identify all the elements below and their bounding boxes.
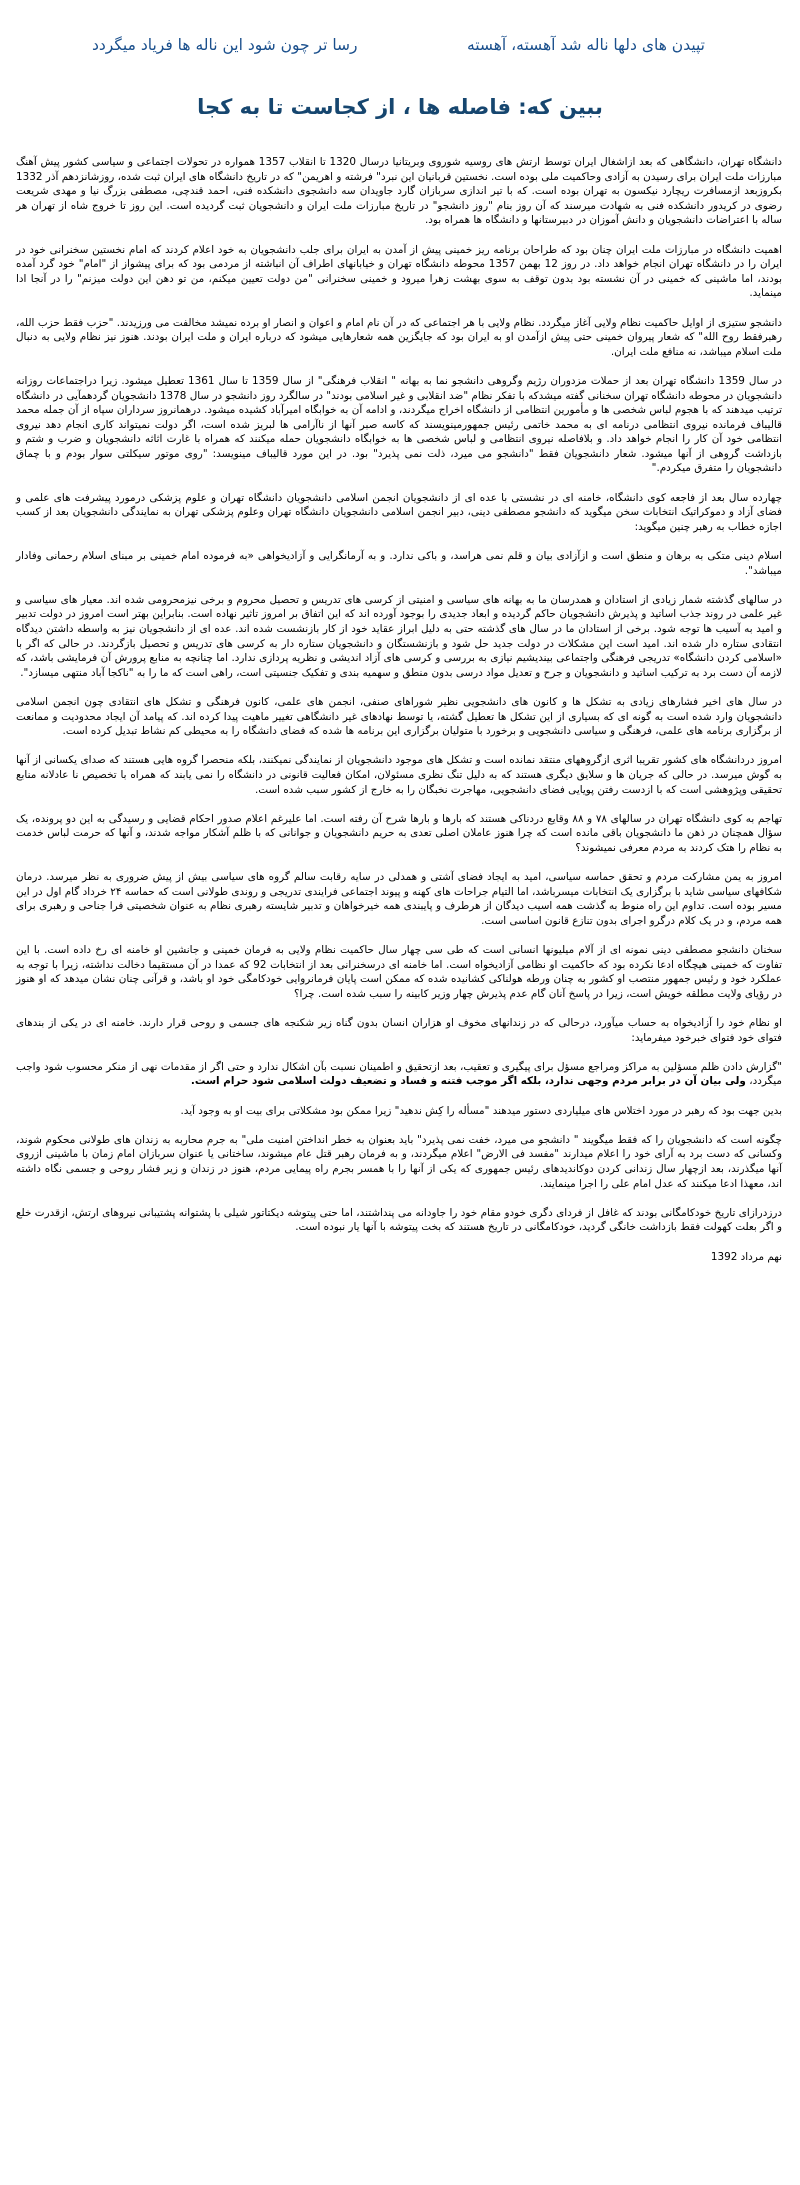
poem-hemistich-second: رسا تر چون شود این ناله ها فریاد میگردد	[92, 36, 358, 54]
fatwa-quote-emphasis: ولی بیان آن در برابر مردم وجهی ندارد، بلکه اگر موجب فتنه و فساد و تضعیف دولت اسلامی شود حرام است.	[190, 1075, 746, 1088]
paragraph: در سال های اخیر فشارهای زیادی به تشکل ها و کانون های دانشجویی نظیر شوراهای صنفی، انجمن های علمی، کانون فرهنگی و تشکل های انتقادی چون انجمن اسلامی دانشجویان وارد شده است به گونه ای که بسیاری از این تشکل ها تعطیل گشته، یا توسط نهادهای غیر دانشگاهی تغییر ماهیت پیدا کرده اند. که پیامد آن ایجاد محدودیت و ممانعت از برگزاری برنامه های علمی، فرهنگی و سیاسی دانشجویی و برخورد با متولیان برگزاری این برنامه ها شده که فضای دانشگاه را به محیطی کم نشاط تبدیل کرده است.	[16, 695, 782, 738]
paragraph: در سال 1359 دانشگاه تهران بعد از حملات مزدوران رژیم وگروهی دانشجو نما به بهانه " انقلاب فرهنگی" از سال 1359 تا سال 1361 تعطیل میشود. زیرا دراجتماعات روزانه دانشجویان در محوطه دانشگاه تهران سخنانی گفته میشدکه با تفکر نظام "ضد انقلابی و غیر اسلامی بودند" در سالگرد روز دانشجو در سال 1378 دانشجویان گردهمآیی در دانشگاه ترتیب میدهند که با هجوم لباس شخصی ها و مأمورین انتظامی از دانشگاه اخراج میگردند، و ادامه آن به خوابگاه امیرآباد کشیده میشود. درهمانروز سرداران سپاه از آن جمله محمد قالیباف فرمانده نیروی انتظامی درنامه ای به محمد خاتمی رئیس جمهورمینویسند که کاسه صبر آنها از ناآرامی ها لبریز شده است، اگر دولت نمیتواند کاری انجام دهد نیروی انتظامی خود آن کار را انجام خواهد داد. و بلافاصله نیروی انتظامی و لباس شخصی ها به خوابگاه دانشجویان حمله میکنند که همراه با غارت اثاثه دانشجویان و ضرب و شتم و بازداشت گروهی از آنها میشود. شعار دانشجویان فقط "دانشجو می میرد، ذلت نمی پذیرد" بود. در این مورد قالیباف مینویسد: "روی موتور سیکلتی سوار بودم و با چماق دانشجویان را متفرق میکردم."	[16, 374, 782, 475]
poem-couplet	[0, 36, 800, 68]
paragraph: چهارده سال بعد از فاجعه کوی دانشگاه، خامنه ای در نشستی با عده ای از دانشجویان انجمن اسلامی دانشجویان دانشگاه تهران و علوم پزشکی درمورد پیشرفت های علمی و فضای آزاد و دموکراتیک انتخابات سخن میگوید که دانشجو مصطفی دینی، دبیر انجمن اسلامی دانشجویان دانشگاه تهران وعلوم پزشکی تهران به نمایندگی دانشجویان بعد از کسب اجازه خطاب به رهبر چنین میگوید:	[16, 491, 782, 533]
paragraph: امروز به یمن مشارکت مردم و تحقق حماسه سیاسی، امید به ایجاد فضای آشتی و همدلی در سایه رقابت سالم گروه های سیاسی بیش از پیش ضروری به نظر میرسد. درمان شکافهای سیاسی شاید با برگزاری یک انتخابات میسرباشد، اما التیام جراحات های کهنه و پیوند اجتماعی فرایندی تدریجی و روندی طولانی است که حماسه ۲۴ خرداد گام اول در این مسیر بوده است. تداوم این راه منوط به گذشت همه اسیب دیدگان از هرطرف و پایبندی همه خیرخواهان و تدبیر شایسته رهبری نظام به عنوان شخصیتی فرا جناحی و رهبری برای همه مردم، و در یک کلام درگرو اجرای بدون تنازع قانون اساسی است.	[16, 871, 782, 927]
paragraph: تهاجم به کوی دانشگاه تهران در سالهای ۷۸ و ۸۸ وقایع دردناکی هستند که بارها و بارها شرح آن رفته است. اما علیرغم اعلام صدور احکام قضایی و رسیدگی به این دو پرونده، یک سؤال همچنان در ذهن ما دانشجویان باقی مانده است که چرا هنوز عاملان اصلی تعدی به حریم دانشجویان و جوانانی که با ظلم آشکار مواجه شدند، و آنها که حرمت لباس خدمت به نظام را هتک کردند به مردم معرفی نمیشوند؟	[16, 812, 783, 854]
fatwa-quote-text: "گزارش دادن ظلم مسؤلین به مراکز ومراجع مسؤل برای پیگیری و تعقیب، بعد ازتحقیق و اطمینان نسبت بآن اشکال ندارد و حتی اگر از مقدمات نهی از منکر محسوب شود واجب میگردد،	[16, 1060, 782, 1088]
paragraph: بدین جهت بود که رهبر در مورد اختلاس های میلیاردی دستور میدهند "مسأله را کِش ندهید" زیرا ممکن بود مشکلاتی برای بیت او به وجود آید.	[180, 1104, 782, 1117]
paragraph: سخنان دانشجو مصطفی دینی نمونه ای از آلام میلیونها انسانی است که طی سی چهار سال حاکمیت نظام ولایی به فرمان خمینی و جانشین او خامنه ای رخ داده است. با این تفاوت که خمینی هیچگاه ادعا نکرده بود که حاکمیت او نظامی آزادیخواه است. اما خامنه ای درسخنرانی بعد از انتخابات 92 که عمدا در آن مستقیما دخالت نداشته، زیرا با توجه به عملکرد خود و رئیس جمهور منتصب او کشور به چنان ورطه هولناکی کشانیده شده که ممکن است پایان فرمانروایی خودکامگی خود او باشد، و قرآنی چنان نشان میدهد که او هنوز در رؤیای ولایت مطلقه خویش است، زیرا در پاسخ آنان گام عدم پذیرش چهار وزیر کابینه را سبب شده است. چرا؟	[16, 944, 783, 1000]
paragraph: امروز دردانشگاه های کشور تقریبا اثری ازگروههای منتقد نمانده است و تشکل های موجود دانشجویان از نمایندگی نمیکنند، بلکه منحصرا گروه هایی هستند که صدای یکسانی از آنها به گوش میرسد. در حالی که جریان ها و سلایق دیگری هستند که به دلیل تنگ نظری مسئولان، امکان فعالیت قانونی در دانشگاه را نمی یابند که همراه با تخصیص نا عادلانه منابع تحقیقی وپژوهشی است که با ازدست رفتن پویایی فضای دانشجویی، مهاجرت نخبگان را به خارج از کشور سبب شده است.	[16, 754, 782, 796]
article-body	[16, 155, 782, 1279]
paragraph: اهمیت دانشگاه در مبارزات ملت ایران چنان بود که طراحان برنامه ریز خمینی پیش از آمدن به ایران برای جلب دانشجویان به خود اعلام کردند که امام نخستین سخنرانی خود در ایران را در دانشگاه تهران انجام خواهد داد. در روز 12 بهمن 1357 محوطه دانشگاه تهران و خیابانهای اطراف آن انباشته از مردمی بود که برای پیشواز از "امام" خود گرد آمده بودند، اما ماشینی که خمینی در آن نشسته بود بدون توقف به سوی بهشت زهرا میرود و خمینی سخنرانی "من دولت تعیین میکنم، من تو دهن این دولت میزنم" را در آنجا ادا مینماید.	[16, 243, 782, 300]
article-title: ببین که: فاصله ها ، از کجاست تا به کجا	[197, 95, 603, 119]
paragraph: دانشجو ستیزی از اوایل حاکمیت نظام ولایی آغاز میگردد. نظام ولایی با هر اجتماعی که در آن نام امام و اعوان و انصار او برده نمیشد مخالفت می ورزیدند. "حزب فقط حزب الله، رهبرفقط روح الله" که شعار پیروان خمینی حتی پیش ازآمدن او به ایران بود که جایگزین همه شعارهایی میشود که درباره ایران و ملت ایران بودند. هنوز نیز نظام ولایی به دنبال ملت اسلام میباشد، نه منافع ملت ایران.	[16, 316, 782, 358]
paragraph: درزدرازای تاریخ خودکامگانی بودند که غافل از فردای دگری خودو مقام خود را جاودانه می پنداشتند، اما حتی پیتوشه دیکتاتور شیلی با پشتوانه پشتیبانی نیروهای ارتش، ازقدرت خلع و اگر بعلت کهولت فقط بازداشت خانگی گردید، خودکامگانی در تاریخ هستند که بخت پیتوشه با آنها یار نبوده است.	[16, 1206, 782, 1234]
paragraph: در سالهای گذشته شمار زیادی از استادان و همدرسان ما به بهانه های سیاسی و امنیتی از کرسی های تدریس و تحصیل محروم و برخی نیزمحرومی شده اند. معیار های سیاسی و غیر علمی در روند جذب اساتید و پذیرش دانشجویان حاکم گردیده و ابعاد جدیدی را بوجود آورده اند که این اتفاق بر امروز تاثیر نهاده است. بنابراین بهتر است امروز در دولت تدبیر و امید به آسیب ها توجه شود. برخی از استادان ما در سال های گذشته حتی به دلیل ابراز عقاید خود از کار بازنشست شده اند. عده ای از دانشجویان نیز به واسطه داشتن دیدگاه انتقادی ستاره دار شده اند. امید است این مشکلات در دولت جدید حل شود و بازنشستگان و دانشجویان ستاره دار به کرسی های تدریس و تحصیل بازگردند. در حالی که اگر با «اسلامی کردن دانشگاه» تدریجی فرهنگی واجتماعی بیندیشیم نیازی به بررسی و کرسی های آزاد اندیشی و نظریه پردازی ندارد. اما چنانچه به منابع پرورش آن فرمایشی باشد، که لازمه آن دست برد به ترکیب اساتید و دانشجویان و جرح و تعدیل مواد درسی بدون منطق و سهمیه بندی و تفکیک جنسیتی است، راهی است که ما را به "ناکجا آباد منتهی میسازد".	[16, 593, 782, 679]
article-date: نهم مرداد 1392	[710, 1250, 782, 1263]
paragraph: اسلام دینی متکی به برهان و منطق است و ازآزادی بیان و قلم نمی هراسد، و باکی ندارد. و به آرمانگرایی و آزادیخواهی «به فرموده امام خمینی بر مبنای اسلام رحمانی وفادار میباشد".	[16, 550, 782, 577]
fatwa-quote	[16, 1060, 782, 1089]
paragraph: او نظام خود را آزادیخواه به حساب میآورد، درحالی که در زندانهای مخوف او هزاران انسان بدون گناه زیر شکنجه های جسمی و روحی قرار دارند. خامنه ای در یکی از بندهای فتوای خود فتوای خبرخود میفرماید:	[16, 1017, 782, 1044]
poem-hemistich-first: تپیدن های دلها ناله شد آهسته، آهسته	[466, 36, 705, 54]
paragraph: چگونه است که دانشجویان را که فقط میگویند " دانشجو می میرد، خفت نمی پذیرد" باید بعنوان به خطر انداختن امنیت ملی" به جرم محاربه به زندان های طولانی محکوم شوند، وکسانی که دست برد به آرای خود را اعلام میدارند "مفسد فی الارض" اعلام میگردند، و به فرمان رهبر قتل عام میشوند، ساختانی یا عنوان سربازان امام زمان با ماشینی ازروی آنها میگذرند، بعد ازچهار سال زندانی کردن دوکاندیدهای رئیس جمهوری که یکی از آنها را با همسر بجرم راه پیمایی مردم، هنوز در زندان و زیر فشار روحی و جسمی نگاه داشته اند، معهذا ادعا میکنند که عدل امام علی را اجرا مینمایند.	[16, 1133, 782, 1190]
paragraph: دانشگاه تهران، دانشگاهی که بعد ازاشغال ایران توسط ارتش های روسیه شوروی وبریتانیا درسال 1320 تا انقلاب 1357 همواره در تحولات اجتماعی و سیاسی کشور پیش آهنگ مبارزات ملت ایران برای رسیدن به آزادی وحاکمیت ملی بوده است. نخستین قربانیان این نبرد" فرشته و اهریمن" که در تاریخ دانشگاه های ایران ثبت شده، روزشانزدهم آذر 1332 بکروزبعد ازمسافرت ریچارد نیکسون به تهران بوده است. که با تیر اندازی سربازان گارد جاویدان سه دانشجوی دانشکده فنی، احمد قندچی، مصطفی بزرگ نیا و مهدی شریعت رضوی در کریدور دانشکده فنی به شهادت میرسند که آن روز بنام "روز دانشجو" در تاریخ مبارزات ملت ایران و دانشجویان ثبت گردیده است. این روز تا خروج شاه از تهران هر ساله با اعتراضات دانشجویان و دانش آموزان در دبیرستانها و دانشگاه ها همراه بود.	[16, 156, 783, 227]
